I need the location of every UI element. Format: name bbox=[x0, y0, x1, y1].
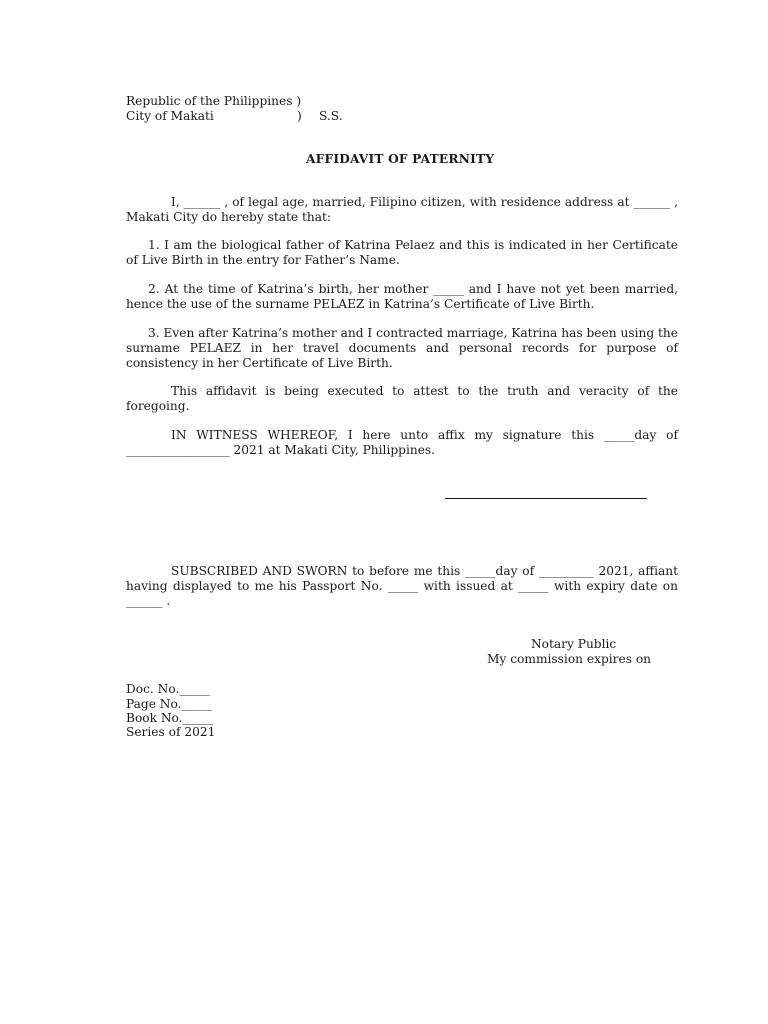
statement-item-2: 2. At the time of Katrina’s birth, her mother _____ and I have not yet been married, hence the use of the surname PELAEZ in Katrina’s Certificate of Live Birth. bbox=[126, 282, 678, 311]
notary-commission-label: My commission expires on bbox=[487, 652, 652, 666]
header-city-paren: ) bbox=[297, 109, 302, 123]
header-republic: Republic of the Philippines ) bbox=[126, 94, 302, 108]
header-ss: S.S. bbox=[319, 109, 343, 123]
doc-no-field: Doc. No._____ bbox=[126, 682, 210, 696]
attest-paragraph: This affidavit is being executed to attest to the truth and veracity of the foregoing. bbox=[126, 384, 678, 413]
series-field: Series of 2021 bbox=[126, 725, 216, 739]
document-title: AFFIDAVIT OF PATERNITY bbox=[306, 152, 495, 166]
statement-item-3: 3. Even after Katrina’s mother and I contracted marriage, Katrina has been using the surname PELAEZ in her travel documents and personal records for purpose of consistency in her Certificate of Live Birth. bbox=[126, 326, 678, 370]
page-no-field: Page No._____ bbox=[126, 697, 212, 711]
intro-paragraph: I, ______ , of legal age, married, Filipino citizen, with residence address at ______ , Makati City do hereby state that: bbox=[126, 195, 678, 224]
witness-paragraph: IN WITNESS WHEREOF, I here unto affix my signature this _____day of _________________ 2021 at Makati City, Philippines. bbox=[126, 428, 678, 457]
signature-line bbox=[445, 498, 647, 499]
statement-item-1: 1. I am the biological father of Katrina Pelaez and this is indicated in her Certificate of Live Birth in the entry for Father’s Name. bbox=[126, 238, 678, 267]
book-no-field: Book No._____ bbox=[126, 711, 214, 725]
notary-public-label: Notary Public bbox=[531, 637, 617, 651]
subscribed-paragraph: SUBSCRIBED AND SWORN to before me this _____day of _________ 2021, affiant having displayed to me his Passport No. _____ with issued at _____ with expiry date on ______ . bbox=[126, 564, 678, 608]
header-city: City of Makati bbox=[126, 109, 214, 123]
